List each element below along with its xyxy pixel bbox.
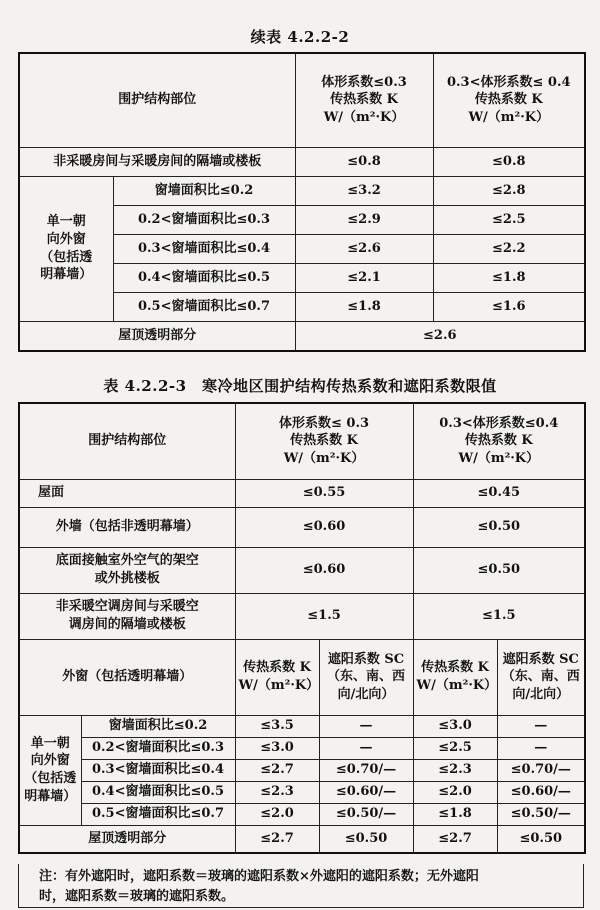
table-row <box>19 593 585 639</box>
cell-value: ≤0.70/— <box>497 759 585 781</box>
header-line: W/（m²·K） <box>458 451 540 467</box>
table-row <box>19 737 585 759</box>
cell-value: ≤0.60 <box>235 507 413 547</box>
header-line: 向/北向） <box>512 686 570 702</box>
row-label: 0.5<窗墙面积比≤0.7 <box>81 803 235 825</box>
header-line: W/（m²·K） <box>323 110 405 126</box>
row-label: 屋面 <box>19 479 235 507</box>
cell-value: ≤1.5 <box>413 593 585 639</box>
row-label: 屋顶透明部分 <box>19 321 295 351</box>
sc-header <box>319 639 413 715</box>
group-line: 向外窗 <box>46 231 86 247</box>
sc-header <box>497 639 585 715</box>
group-line: 明幕墙） <box>24 788 77 804</box>
header-line: 遮阳系数 SC <box>502 651 579 667</box>
row-label: 窗墙面积比≤0.2 <box>113 176 295 205</box>
row-label: 非采暖房间与采暖房间的隔墙或楼板 <box>19 147 295 176</box>
cell-value: ≤2.2 <box>433 234 585 263</box>
note-line: 注：有外遮阳时，遮阳系数＝玻璃的遮阳系数×外遮阳的遮阳系数；无外遮阳 <box>39 869 479 884</box>
cell-value: ≤1.8 <box>295 292 433 321</box>
table1-caption: 续表 4.2.2-2 <box>250 28 350 46</box>
cell-value: ≤1.6 <box>433 292 585 321</box>
table-row <box>19 825 585 853</box>
window-group-label <box>19 715 81 825</box>
header-line: 体形系数≤0.3 <box>321 74 407 90</box>
group-line: 向外窗 <box>30 753 70 769</box>
row-label: 0.3<窗墙面积比≤0.4 <box>113 234 295 263</box>
header-line: 传热系数 K <box>290 433 358 449</box>
table-row <box>19 147 585 176</box>
table-row <box>19 479 585 507</box>
cell-value: — <box>497 737 585 759</box>
cell-value: ≤3.0 <box>413 715 497 737</box>
cell-value: ≤2.6 <box>295 321 585 351</box>
cell-value: ≤1.8 <box>413 803 497 825</box>
cell-value: ≤1.5 <box>235 593 413 639</box>
cell-value: ≤0.60/— <box>497 781 585 803</box>
cell-value: ≤2.7 <box>413 825 497 853</box>
group-line: （包括透 <box>24 771 77 786</box>
cell-value: — <box>497 715 585 737</box>
row-label: 0.4<窗墙面积比≤0.5 <box>81 781 235 803</box>
table-row <box>19 715 585 737</box>
header-line: 传热系数 K <box>474 92 543 108</box>
cell-value: ≤2.5 <box>413 737 497 759</box>
row-label: 0.4<窗墙面积比≤0.5 <box>113 263 295 292</box>
row-label: 0.2<窗墙面积比≤0.3 <box>81 737 235 759</box>
row-label: 外墙（包括非透明幕墙） <box>19 507 235 547</box>
cell-value: ≤0.50 <box>413 507 585 547</box>
label-line: 调房间的隔墙或楼板 <box>68 617 186 632</box>
cell-value: — <box>319 737 413 759</box>
table1 <box>18 52 586 352</box>
cell-value: ≤0.8 <box>433 147 585 176</box>
header-line: W/（m²·K） <box>283 451 365 467</box>
row-label: 屋顶透明部分 <box>19 825 235 853</box>
table2-note <box>18 864 584 908</box>
cell-value: ≤0.50 <box>319 825 413 853</box>
row-label: 窗墙面积比≤0.2 <box>81 715 235 737</box>
note-line: 时，遮阳系数＝玻璃的遮阳系数。 <box>39 889 235 905</box>
table2-header-col1 <box>235 403 413 479</box>
cell-value: ≤3.5 <box>235 715 319 737</box>
cell-value: ≤0.50 <box>413 547 585 593</box>
row-label <box>19 593 235 639</box>
table-row <box>19 547 585 593</box>
cell-value: ≤3.0 <box>235 737 319 759</box>
cell-value: ≤1.8 <box>433 263 585 292</box>
group-line: 明幕墙） <box>40 267 93 283</box>
group-line: 单一朝 <box>46 214 86 230</box>
row-label: 0.2<窗墙面积比≤0.3 <box>113 205 295 234</box>
cell-value: ≤0.8 <box>295 147 433 176</box>
row-label: 0.3<窗墙面积比≤0.4 <box>81 759 235 781</box>
header-line: W/（m²·K） <box>416 678 498 693</box>
header-line: W/（m²·K） <box>238 678 320 693</box>
table-row <box>19 803 585 825</box>
table-row <box>19 321 585 351</box>
cell-value: ≤2.5 <box>433 205 585 234</box>
k-header <box>235 639 319 715</box>
table-row <box>19 176 585 205</box>
label-line: 底面接触室外空气的架空 <box>55 553 199 569</box>
table1-header-col2 <box>433 53 585 147</box>
cell-value: ≤3.2 <box>295 176 433 205</box>
cell-value: ≤0.50 <box>497 825 585 853</box>
table1-header-col1 <box>295 53 433 147</box>
header-line: 遮阳系数 SC <box>327 651 405 667</box>
cell-value: ≤0.50/— <box>319 803 413 825</box>
header-line: 传热系数 K <box>330 92 398 108</box>
table-row <box>19 507 585 547</box>
cell-value: ≤2.0 <box>413 781 497 803</box>
table-row <box>19 781 585 803</box>
cell-value: ≤0.70/— <box>319 759 413 781</box>
label-line: 或外挑楼板 <box>94 571 160 586</box>
row-label <box>19 547 235 593</box>
cell-value: ≤0.60 <box>235 547 413 593</box>
table1-header-part: 围护结构部位 <box>19 53 295 147</box>
header-line: 传热系数 K <box>421 660 489 676</box>
cell-value: ≤0.50/— <box>497 803 585 825</box>
header-line: （东、南、西 <box>327 669 406 685</box>
group-line: （包括透 <box>40 249 93 265</box>
cell-value: ≤2.7 <box>235 759 319 781</box>
window-header-row <box>19 639 585 715</box>
header-line: 0.3<体形系数≤ 0.4 <box>446 74 571 90</box>
cell-value: ≤2.3 <box>235 781 319 803</box>
table1-header-row <box>19 53 585 147</box>
cell-value: ≤2.1 <box>295 263 433 292</box>
table2-header-row <box>19 403 585 479</box>
header-line: 传热系数 K <box>464 433 533 449</box>
header-line: （东、南、西 <box>501 669 580 685</box>
header-line: 体形系数≤ 0.3 <box>279 415 370 431</box>
window-group-label <box>19 176 113 321</box>
cell-value: ≤2.9 <box>295 205 433 234</box>
cell-value: ≤0.60/— <box>319 781 413 803</box>
cell-value: ≤0.45 <box>413 479 585 507</box>
cell-value: ≤2.0 <box>235 803 319 825</box>
row-label: 0.5<窗墙面积比≤0.7 <box>113 292 295 321</box>
row-label: 外窗（包括透明幕墙） <box>19 639 235 715</box>
table2-header-col2 <box>413 403 585 479</box>
table2-header-part: 围护结构部位 <box>19 403 235 479</box>
table2-caption: 表 4.2.2-3 寒冷地区围护结构传热系数和遮阳系数限值 <box>103 377 497 395</box>
label-line: 非采暖空调房间与采暖空 <box>55 599 199 615</box>
header-line: W/（m²·K） <box>468 110 550 126</box>
cell-value: ≤2.7 <box>235 825 319 853</box>
cell-value: — <box>319 715 413 737</box>
cell-value: ≤2.6 <box>295 234 433 263</box>
group-line: 单一朝 <box>30 735 70 751</box>
table2 <box>18 402 586 854</box>
header-line: 0.3<体形系数≤0.4 <box>439 415 559 431</box>
cell-value: ≤0.55 <box>235 479 413 507</box>
table-row <box>19 759 585 781</box>
k-header <box>413 639 497 715</box>
cell-value: ≤2.8 <box>433 176 585 205</box>
cell-value: ≤2.3 <box>413 759 497 781</box>
header-line: 传热系数 K <box>243 660 311 676</box>
header-line: 向/北向） <box>337 686 395 702</box>
